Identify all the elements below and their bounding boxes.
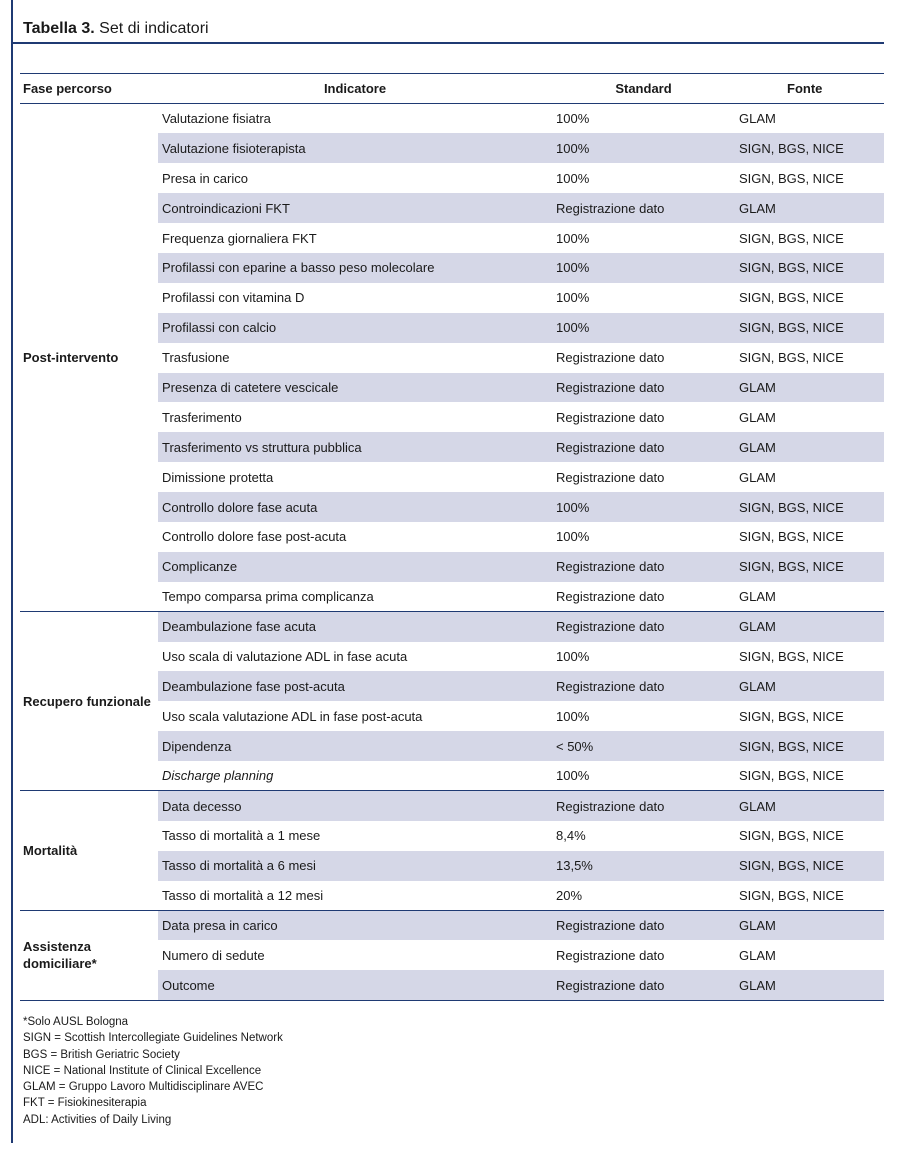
source-cell: SIGN, BGS, NICE <box>739 170 844 186</box>
source-cell: GLAM <box>735 911 884 941</box>
standard-cell: 100% <box>556 529 590 545</box>
indicator-cell: Valutazione fisioterapista <box>158 133 552 163</box>
source-cell: SIGN, BGS, NICE <box>739 887 844 903</box>
standard-cell: Registrazione dato <box>552 671 735 701</box>
standard-cell: 100% <box>556 708 590 724</box>
indicator-cell: Controllo dolore fase post-acuta <box>162 529 347 545</box>
standard-cell: Registrazione dato <box>556 588 665 604</box>
table-title-text: Set di indicatori <box>94 20 209 37</box>
indicator-cell: Profilassi con eparine a basso peso molecolare <box>158 253 552 283</box>
source-cell: SIGN, BGS, NICE <box>735 313 884 343</box>
standard-cell: Registrazione dato <box>556 350 665 366</box>
standard-cell: 100% <box>556 290 590 306</box>
standard-cell: Registrazione dato <box>552 791 735 821</box>
phase-cell: Post-intervento <box>20 104 158 612</box>
table-row <box>20 791 884 821</box>
standard-cell: 100% <box>556 648 590 664</box>
source-cell: SIGN, BGS, NICE <box>735 552 884 582</box>
standard-cell: 100% <box>556 230 590 246</box>
indicator-cell: Deambulazione fase acuta <box>158 612 552 642</box>
table-title <box>23 19 209 39</box>
footnote-line: ADL: Activities of Daily Living <box>23 1113 172 1126</box>
header-standard: Standard <box>552 74 735 104</box>
indicator-cell: Discharge planning <box>162 768 274 784</box>
indicator-cell: Trasferimento vs struttura pubblica <box>158 432 552 462</box>
table-title-number: Tabella 3. <box>23 20 95 37</box>
indicator-cell: Valutazione fisiatra <box>162 111 271 127</box>
table-row <box>20 612 884 642</box>
indicator-cell: Tasso di mortalità a 1 mese <box>162 828 321 844</box>
standard-cell: 20% <box>556 887 583 903</box>
standard-cell: 8,4% <box>556 828 586 844</box>
indicator-cell: Tasso di mortalità a 12 mesi <box>162 887 324 903</box>
indicator-cell: Frequenza giornaliera FKT <box>162 230 317 246</box>
source-cell: GLAM <box>739 947 776 963</box>
standard-cell: Registrazione dato <box>552 911 735 941</box>
source-cell: SIGN, BGS, NICE <box>735 133 884 163</box>
standard-cell: 13,5% <box>552 851 735 881</box>
standard-cell: < 50% <box>552 731 735 761</box>
source-cell: GLAM <box>739 409 776 425</box>
source-cell: GLAM <box>735 612 884 642</box>
source-cell: GLAM <box>739 111 776 127</box>
indicator-cell: Tasso di mortalità a 6 mesi <box>158 851 552 881</box>
standard-cell: 100% <box>552 253 735 283</box>
phase-cell: Assistenza domiciliare* <box>20 911 158 1001</box>
header-source: Fonte <box>735 74 884 104</box>
indicator-cell: Data decesso <box>158 791 552 821</box>
standard-cell: Registrazione dato <box>552 193 735 223</box>
standard-cell: Registrazione dato <box>552 552 735 582</box>
source-cell: SIGN, BGS, NICE <box>735 851 884 881</box>
footnote-line: *Solo AUSL Bologna <box>23 1016 129 1028</box>
source-cell: SIGN, BGS, NICE <box>739 290 844 306</box>
indicator-cell: Controindicazioni FKT <box>158 193 552 223</box>
source-cell: GLAM <box>735 671 884 701</box>
standard-cell: 100% <box>556 111 590 127</box>
indicator-cell: Controllo dolore fase acuta <box>158 492 552 522</box>
indicator-cell: Complicanze <box>158 552 552 582</box>
standard-cell: 100% <box>552 133 735 163</box>
source-cell: GLAM <box>735 432 884 462</box>
table-row <box>20 104 884 134</box>
source-cell: GLAM <box>739 588 776 604</box>
standard-cell: Registrazione dato <box>552 373 735 403</box>
indicator-cell: Uso scala di valutazione ADL in fase acuta <box>162 648 408 664</box>
footnotes <box>23 1014 283 1128</box>
indicator-cell: Trasfusione <box>162 350 230 366</box>
footnote-line: NICE = National Institute of Clinical Excellence <box>23 1064 262 1077</box>
indicator-cell: Dimissione protetta <box>162 469 274 485</box>
indicator-cell: Profilassi con calcio <box>158 313 552 343</box>
indicator-cell: Trasferimento <box>162 409 242 425</box>
footnote-line: GLAM = Gruppo Lavoro Multidisciplinare AVEC <box>23 1081 264 1094</box>
header-phase: Fase percorso <box>20 74 158 104</box>
source-cell: SIGN, BGS, NICE <box>739 708 844 724</box>
indicator-cell: Outcome <box>158 970 552 1000</box>
indicator-cell: Profilassi con vitamina D <box>162 290 305 306</box>
source-cell: SIGN, BGS, NICE <box>739 648 844 664</box>
standard-cell: 100% <box>556 768 590 784</box>
indicator-cell: Data presa in carico <box>158 911 552 941</box>
source-cell: SIGN, BGS, NICE <box>735 253 884 283</box>
indicator-cell: Uso scala valutazione ADL in fase post-acuta <box>162 708 423 724</box>
indicator-cell: Dipendenza <box>158 731 552 761</box>
standard-cell: 100% <box>552 492 735 522</box>
standard-cell: 100% <box>556 170 590 186</box>
footnote-line: SIGN = Scottish Intercollegiate Guidelines Network <box>23 1032 283 1045</box>
standard-cell: Registrazione dato <box>552 612 735 642</box>
phase-cell: Mortalità <box>20 791 158 911</box>
footnote-line: BGS = British Geriatric Society <box>23 1048 180 1061</box>
source-cell: SIGN, BGS, NICE <box>739 828 844 844</box>
title-rule <box>11 42 884 44</box>
source-cell: SIGN, BGS, NICE <box>735 731 884 761</box>
standard-cell: Registrazione dato <box>556 947 665 963</box>
footnote-line: FKT = Fisiokinesiterapia <box>23 1097 147 1110</box>
source-cell: GLAM <box>739 469 776 485</box>
header-indicator: Indicatore <box>158 74 552 104</box>
source-cell: SIGN, BGS, NICE <box>735 492 884 522</box>
left-margin-rule <box>11 0 13 1143</box>
standard-cell: Registrazione dato <box>556 469 665 485</box>
source-cell: GLAM <box>735 791 884 821</box>
header-row <box>20 74 884 104</box>
indicator-cell: Deambulazione fase post-acuta <box>158 671 552 701</box>
table-row <box>20 911 884 941</box>
source-cell: GLAM <box>735 970 884 1000</box>
standard-cell: Registrazione dato <box>556 409 665 425</box>
source-cell: SIGN, BGS, NICE <box>739 350 844 366</box>
table-body <box>20 104 884 1001</box>
source-cell: GLAM <box>735 373 884 403</box>
indicator-cell: Presenza di catetere vescicale <box>158 373 552 403</box>
source-cell: SIGN, BGS, NICE <box>739 230 844 246</box>
source-cell: GLAM <box>735 193 884 223</box>
standard-cell: Registrazione dato <box>552 970 735 1000</box>
indicators-table <box>20 73 884 1001</box>
standard-cell: 100% <box>552 313 735 343</box>
indicator-cell: Tempo comparsa prima complicanza <box>162 588 374 604</box>
phase-cell: Recupero funzionale <box>20 612 158 791</box>
indicator-cell: Presa in carico <box>162 170 248 186</box>
standard-cell: Registrazione dato <box>552 432 735 462</box>
indicator-cell: Numero di sedute <box>162 947 265 963</box>
source-cell: SIGN, BGS, NICE <box>739 768 844 784</box>
source-cell: SIGN, BGS, NICE <box>739 529 844 545</box>
